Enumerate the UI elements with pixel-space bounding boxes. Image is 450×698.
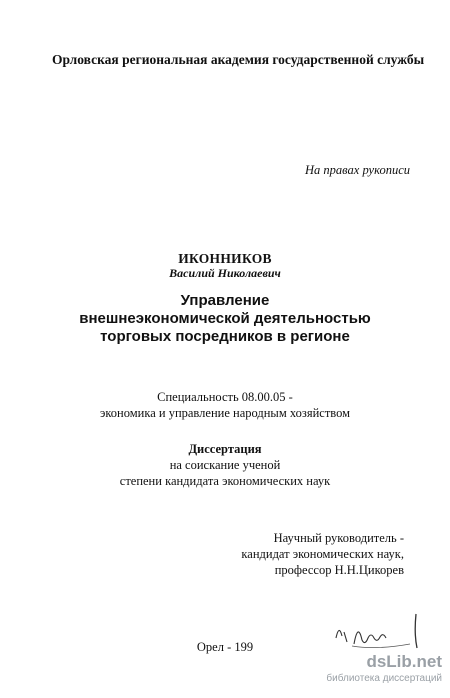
manuscript-rights-note: На правах рукописи [305, 163, 410, 177]
thesis-title-line-1: Управление [180, 292, 270, 309]
supervisor-name: профессор Н.Н.Цикорев [274, 563, 404, 577]
dissertation-heading: Диссертация [188, 442, 262, 456]
supervisor-label: Научный руководитель - [273, 531, 404, 545]
specialty-name: экономика и управление народным хозяйством [99, 406, 351, 420]
specialty-code: Специальность 08.00.05 - [157, 390, 293, 404]
degree-line-2: степени кандидата экономических наук [119, 474, 331, 488]
organization-name: Орловская региональная академия государственной службы [52, 52, 425, 67]
watermark-site-name: dsLib.net [366, 652, 442, 671]
city-and-year: Орел - 199 [196, 640, 254, 654]
thesis-title-line-3: торговых посредников в регионе [100, 328, 350, 345]
author-surname: ИКОННИКОВ [178, 251, 272, 266]
supervisor-degree: кандидат экономических наук, [241, 547, 404, 561]
author-name: Василий Николаевич [169, 266, 281, 280]
degree-line-1: на соискание ученой [169, 458, 281, 472]
thesis-title-line-2: внешнеэкономической деятельностью [79, 310, 371, 327]
watermark-logo [324, 650, 444, 692]
watermark-caption: библиотека диссертаций [326, 673, 442, 684]
